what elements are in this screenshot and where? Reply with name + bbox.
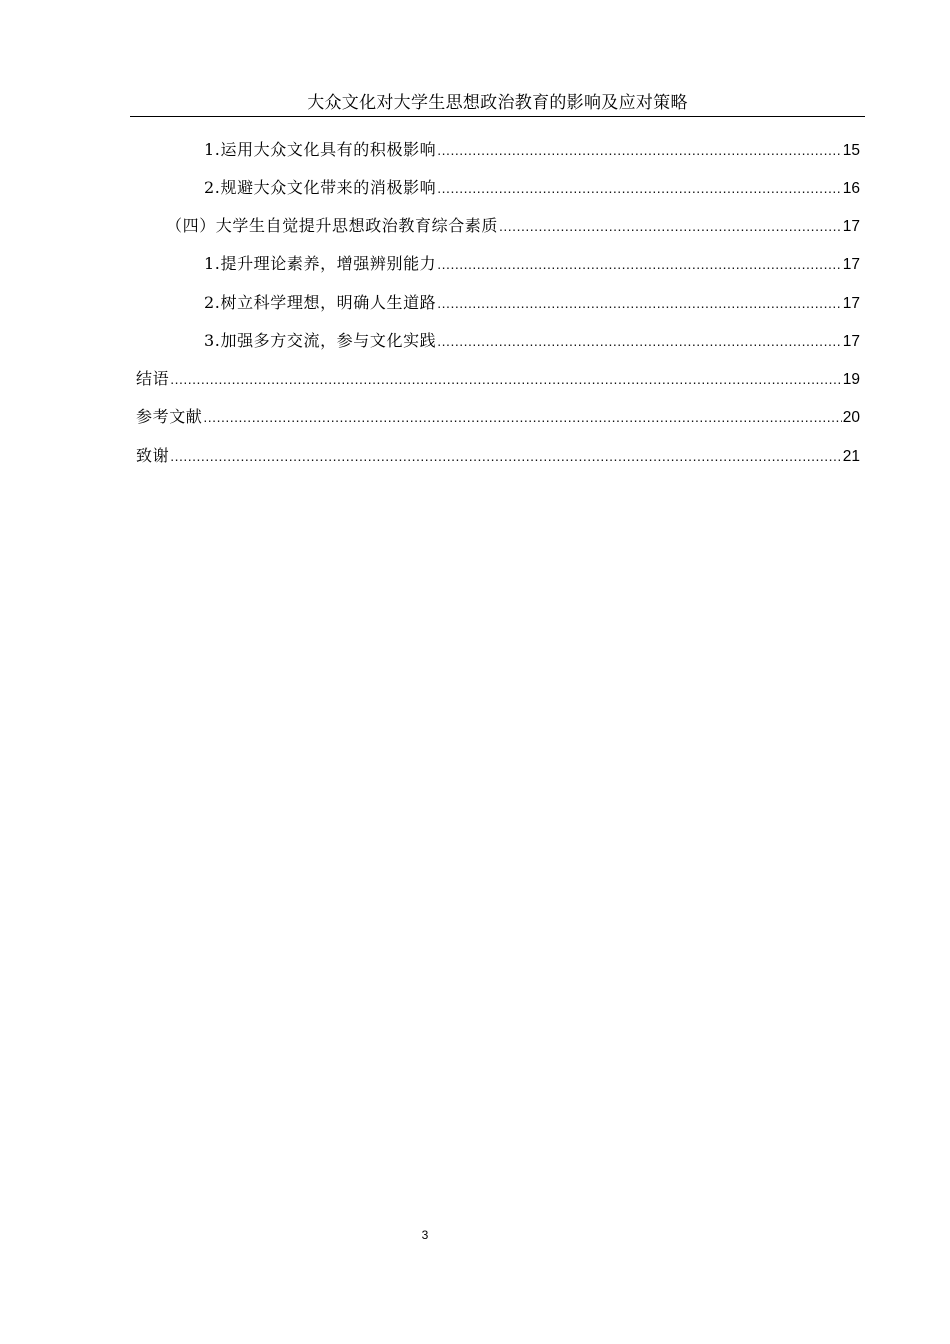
toc-entry[interactable] [204,328,860,354]
toc-entry-page: 19 [842,371,860,388]
toc-entry-page: 16 [842,180,860,197]
toc-entry-title: （四）大学生自觉提升思想政治教育综合素质 [166,216,499,235]
toc-entry-title: 2.树立科学理想，明确人生道路 [204,293,437,312]
toc-entry-title: 参考文献 [136,407,203,426]
page-header-title: 大众文化对大学生思想政治教育的影响及应对策略 [307,93,688,113]
toc-entry[interactable] [204,175,860,201]
toc-leader-dots [437,290,841,316]
toc-leader-dots [437,251,841,277]
toc-entry-title: 致谢 [136,446,170,465]
toc-entry[interactable] [136,366,860,392]
toc-entry-page: 17 [842,333,860,350]
toc-entry-page: 21 [842,448,860,465]
toc-entry-title: 1.提升理论素养，增强辨别能力 [204,254,437,273]
toc-entry-page: 17 [842,218,860,235]
toc-leader-dots [437,175,841,201]
toc-entry-title: 2.规避大众文化带来的消极影响 [204,178,437,197]
header-rule [130,116,865,117]
toc-entry[interactable] [204,251,860,277]
toc-entry-page: 17 [842,256,860,273]
toc-leader-dots [170,443,842,469]
page-number: 3 [421,1228,429,1242]
toc-entry[interactable] [136,404,860,430]
toc-leader-dots [499,213,842,239]
toc-leader-dots [437,137,841,163]
toc-entry-page: 20 [842,409,860,426]
toc-entry[interactable] [204,137,860,163]
toc-leader-dots [170,366,842,392]
toc-entry-title: 结语 [136,369,170,388]
toc-leader-dots [437,328,841,354]
toc-leader-dots [203,404,841,430]
toc-entry[interactable] [136,443,860,469]
toc-entry[interactable] [204,290,860,316]
toc-entry-page: 15 [842,142,860,159]
toc-entry-page: 17 [842,295,860,312]
toc-entry[interactable] [166,213,860,239]
toc-entry-title: 3.加强多方交流，参与文化实践 [204,331,437,350]
toc-entry-title: 1.运用大众文化具有的积极影响 [204,140,437,159]
